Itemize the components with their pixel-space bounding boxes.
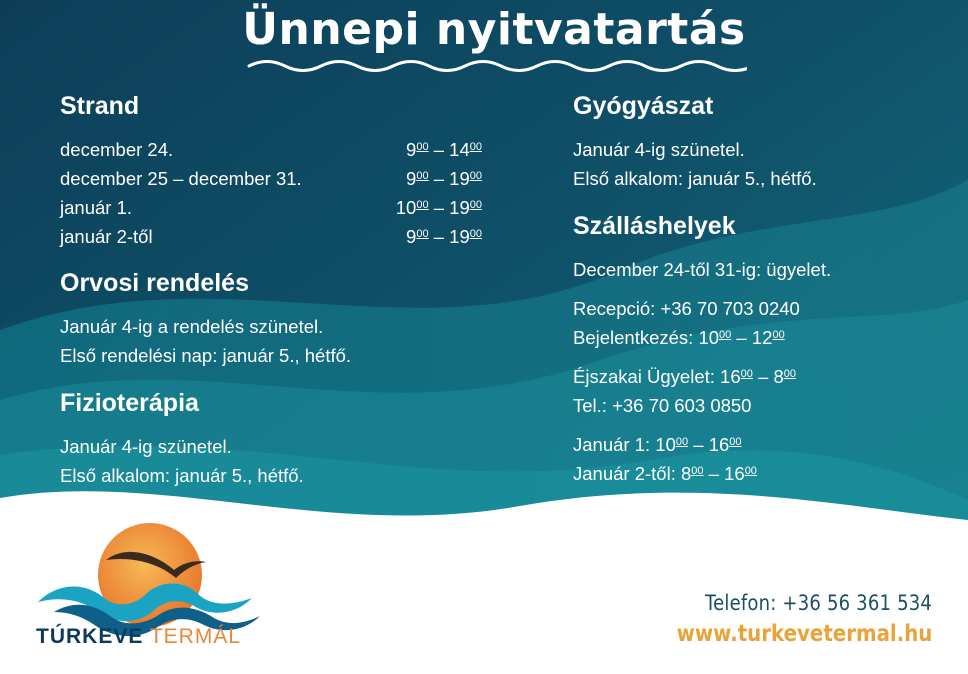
row-label: december 25 – december 31. [60,168,302,189]
szallas-tel: Tel.: +36 70 603 0850 [573,395,752,416]
orvosi-line2: Első rendelési nap: január 5., hétfő. [60,345,352,366]
fizio-line1: Január 4-ig szünetel. [60,436,232,457]
fizio-heading: Fizioterápia [60,389,199,417]
strand-section [60,92,482,251]
row-label: január 1. [60,197,132,218]
orvosi-line1: Január 4-ig a rendelés szünetel. [60,316,324,337]
row-time: $10^{00} - 19^{00}$ [395,197,482,218]
szallas-jan2: Január 2-től: $8^{00} - 16^{00}$ [573,463,757,484]
szallas-bejelentkezes: Bejelentkezés: $10^{00} - 12^{00}$ [573,327,785,348]
row-time: $9^{00} - 14^{00}$ [406,139,482,160]
row-label: december 24. [60,139,174,160]
szallas-ejszakai: Éjszakai Ügyelet: $16^{00} - 8^{00}$ [573,366,796,387]
footer-website-link[interactable]: www.turkevetermal.hu [676,621,932,647]
fizio-section [60,389,500,490]
gyogy-section [573,92,953,193]
table-row [60,222,482,251]
row-time: $9^{00} - 19^{00}$ [406,226,482,247]
row-label: január 2-től [60,226,153,247]
strand-table [60,135,482,251]
page-title: Ünnepi nyitvatartás [242,4,746,55]
title-underline-wave [247,56,747,76]
orvosi-heading: Orvosi rendelés [60,269,249,297]
footer-phone: Telefon: +36 56 361 534 [704,591,932,615]
szallas-recepcio: Recepció: +36 70 703 0240 [573,298,800,319]
szallas-ugyelet: December 24-től 31-ig: ügyelet. [573,259,832,280]
szallas-jan1: Január 1: $10^{00} - 16^{00}$ [573,434,742,455]
szallas-section [573,212,953,488]
table-row [60,135,482,164]
table-row [60,193,482,222]
fizio-line2: Első alkalom: január 5., hétfő. [60,465,304,486]
gyogy-heading: Gyógyászat [573,92,714,120]
gyogy-line1: Január 4-ig szünetel. [573,139,745,160]
row-time: $9^{00} - 19^{00}$ [406,168,482,189]
table-row [60,164,482,193]
gyogy-line2: Első alkalom: január 5., hétfő. [573,168,817,189]
logo-text: TÚRKEVE TERMÁL [36,625,242,648]
szallas-heading: Szálláshelyek [573,212,736,240]
strand-heading: Strand [60,92,140,120]
orvosi-section [60,269,500,370]
